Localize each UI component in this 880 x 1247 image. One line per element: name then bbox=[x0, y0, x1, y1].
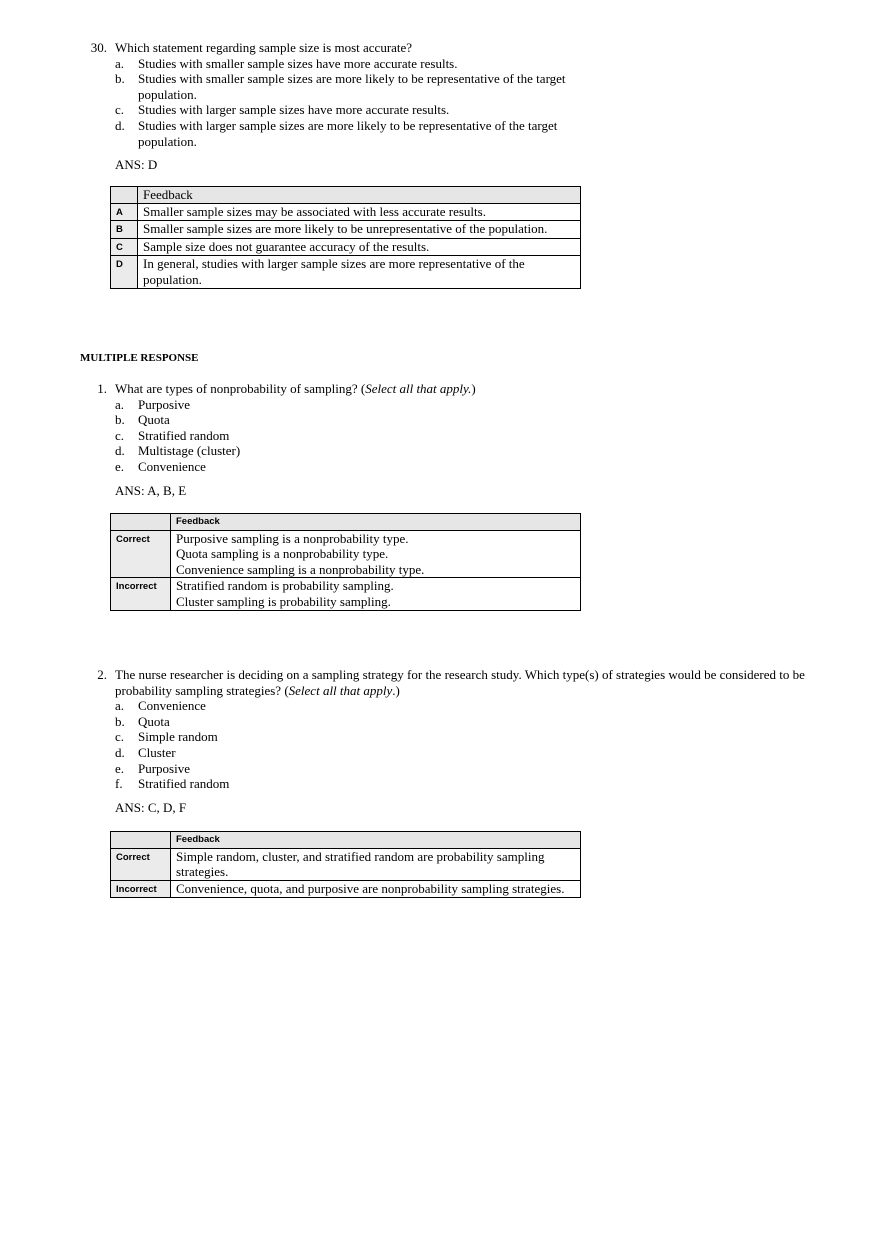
option-a: Studies with smaller sample sizes have more accurate results. bbox=[138, 55, 458, 71]
option-letter: a. bbox=[115, 396, 125, 412]
answer: ANS: A, B, E bbox=[115, 482, 187, 498]
row-label: Incorrect bbox=[111, 578, 171, 610]
option-letter: b. bbox=[115, 412, 125, 428]
feedback-text: In general, studies with larger sample sizes are more representative of the population. bbox=[138, 256, 581, 288]
option-letter: a. bbox=[115, 55, 125, 71]
feedback-line: Cluster sampling is probability sampling. bbox=[176, 593, 391, 609]
question-mr1 bbox=[80, 381, 600, 498]
option-letter: b. bbox=[115, 713, 125, 729]
feedback-text bbox=[171, 530, 581, 578]
option-b: Studies with smaller sample sizes are more likely to be representative of the target population. bbox=[138, 71, 566, 102]
option-c: Stratified random bbox=[138, 427, 230, 443]
feedback-line: Purposive sampling is a nonprobability type. bbox=[176, 530, 409, 546]
feedback-line: Quota sampling is a nonprobability type. bbox=[176, 546, 389, 562]
option-letter: c. bbox=[115, 427, 125, 443]
option-d: Multistage (cluster) bbox=[138, 443, 241, 459]
feedback-text: Simple random, cluster, and stratified random are probability sampling strategies. bbox=[171, 848, 581, 880]
row-label: B bbox=[111, 221, 138, 239]
option-c: Studies with larger sample sizes have more accurate results. bbox=[138, 102, 450, 118]
feedback-header: Feedback bbox=[171, 514, 581, 531]
question-text: What are types of nonprobability of sampling? ( bbox=[115, 381, 366, 396]
option-e: Convenience bbox=[138, 458, 206, 474]
option-letter: b. bbox=[115, 71, 125, 87]
option-b: Quota bbox=[138, 713, 170, 729]
row-label: A bbox=[111, 203, 138, 221]
option-d: Studies with larger sample sizes are more likely to be representative of the target population. bbox=[138, 117, 558, 149]
feedback-line: Stratified random is probability sampling. bbox=[176, 578, 394, 594]
feedback-header: Feedback bbox=[171, 832, 581, 849]
option-e: Purposive bbox=[138, 760, 190, 776]
question-text: Which statement regarding sample size is most accurate? bbox=[115, 40, 413, 55]
feedback-table-q30 bbox=[110, 186, 581, 289]
option-b: Quota bbox=[138, 412, 170, 428]
option-c: Simple random bbox=[138, 729, 218, 745]
option-letter: c. bbox=[115, 102, 125, 118]
option-letter: a. bbox=[115, 698, 125, 714]
question-number: 1. bbox=[97, 381, 107, 396]
paren: ) bbox=[471, 381, 476, 396]
section-heading: MULTIPLE RESPONSE bbox=[80, 352, 199, 364]
feedback-text: Sample size does not guarantee accuracy of the results. bbox=[138, 238, 581, 256]
question-text: The nurse researcher is deciding on a sampling strategy for the research study. Which type(s) of strategies would be considered to be probability sampling strategies? ( bbox=[115, 667, 805, 698]
paren: .) bbox=[392, 682, 400, 698]
option-letter: e. bbox=[115, 458, 125, 474]
feedback-text bbox=[171, 578, 581, 610]
select-note: Select all that apply. bbox=[365, 381, 472, 396]
option-letter: f. bbox=[115, 776, 123, 792]
option-letter: e. bbox=[115, 760, 125, 776]
question-30 bbox=[80, 40, 600, 173]
feedback-table-mr1 bbox=[110, 513, 581, 611]
question-number: 2. bbox=[97, 667, 107, 682]
feedback-text: Smaller sample sizes may be associated with less accurate results. bbox=[138, 203, 581, 221]
option-f: Stratified random bbox=[138, 776, 230, 792]
option-letter: d. bbox=[115, 443, 125, 459]
row-label: Correct bbox=[111, 530, 171, 578]
option-letter: d. bbox=[115, 117, 125, 133]
option-a: Purposive bbox=[138, 396, 190, 412]
feedback-text: Smaller sample sizes are more likely to be unrepresentative of the population. bbox=[138, 221, 581, 239]
feedback-text: Convenience, quota, and purposive are nonprobability sampling strategies. bbox=[171, 880, 581, 898]
feedback-table-mr2 bbox=[110, 831, 581, 898]
question-mr2 bbox=[80, 667, 820, 815]
answer: ANS: D bbox=[115, 157, 158, 173]
feedback-header: Feedback bbox=[138, 187, 581, 204]
answer: ANS: C, D, F bbox=[115, 799, 187, 815]
row-label: Incorrect bbox=[111, 880, 171, 898]
option-letter: c. bbox=[115, 729, 125, 745]
option-letter: d. bbox=[115, 744, 125, 760]
row-label: Correct bbox=[111, 848, 171, 880]
option-d: Cluster bbox=[138, 744, 176, 760]
question-number: 30. bbox=[90, 40, 107, 55]
select-note: Select all that apply bbox=[288, 682, 393, 698]
feedback-line: Convenience sampling is a nonprobability type. bbox=[176, 561, 425, 577]
option-a: Convenience bbox=[138, 698, 206, 714]
row-label: C bbox=[111, 238, 138, 256]
row-label: D bbox=[111, 256, 138, 288]
